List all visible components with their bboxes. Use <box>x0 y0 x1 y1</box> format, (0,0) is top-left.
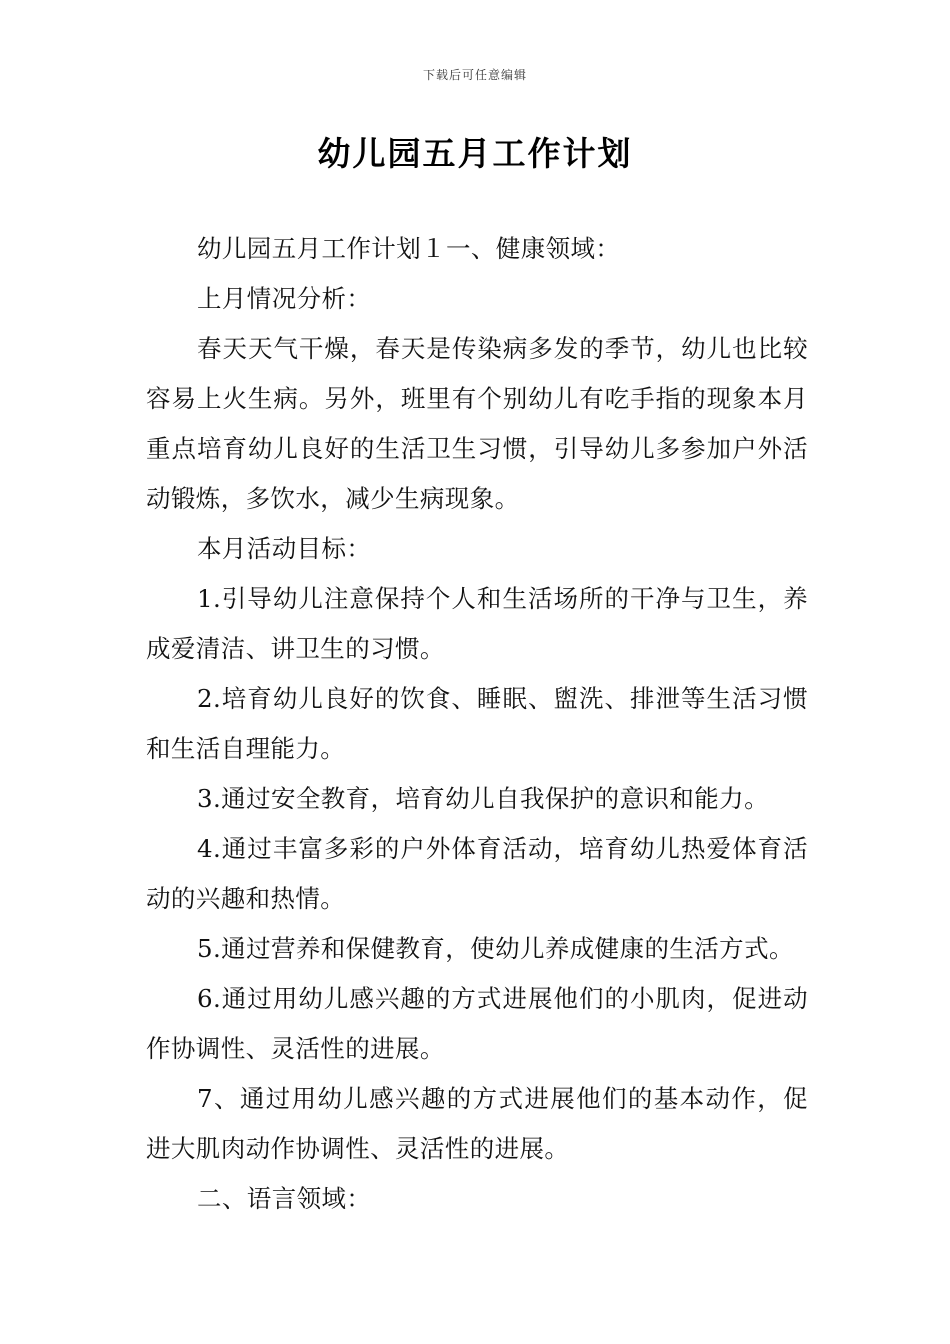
paragraph-language-heading: 二、语言领域： <box>197 1184 372 1213</box>
paragraph-goal-6: 6.通过用幼儿感兴趣的方式进展他们的小肌肉，促进动作协调性、灵活性的进展。 <box>146 984 808 1063</box>
paragraph-goal-1: 1.引导幼儿注意保持个人和生活场所的干净与卫生，养成爱清洁、讲卫生的习惯。 <box>146 584 808 663</box>
paragraph-goal-5: 5.通过营养和保健教育，使幼儿养成健康的生活方式。 <box>197 934 794 963</box>
header-note: 下载后可任意编辑 <box>422 68 527 82</box>
paragraph-analysis-heading: 上月情况分析： <box>197 284 372 313</box>
paragraph-goal-2: 2.培育幼儿良好的饮食、睡眠、盥洗、排泄等生活习惯和生活自理能力。 <box>146 684 808 763</box>
page-title: 幼儿园五月工作计划 <box>317 134 633 173</box>
paragraph-goal-7: 7、通过用幼儿感兴趣的方式进展他们的基本动作，促进大肌肉动作协调性、灵活性的进展。 <box>146 1084 808 1163</box>
paragraph-section-heading: 幼儿园五月工作计划１一、健康领域： <box>197 234 621 263</box>
paragraph-goal-3: 3.通过安全教育，培育幼儿自我保护的意识和能力。 <box>197 784 769 813</box>
paragraph-analysis-text: 春天天气干燥，春天是传染病多发的季节，幼儿也比较容易上火生病。另外，班里有个别幼儿有吃手指的现象本月重点培育幼儿良好的生活卫生习惯，引导幼儿多参加户外活动锻炼，多饮水，减少生病现象。 <box>146 334 808 513</box>
paragraph-goal-4: 4.通过丰富多彩的户外体育活动，培育幼儿热爱体育活动的兴趣和热情。 <box>146 834 808 913</box>
document-body <box>146 224 808 1224</box>
paragraph-goals-heading: 本月活动目标： <box>197 534 372 563</box>
